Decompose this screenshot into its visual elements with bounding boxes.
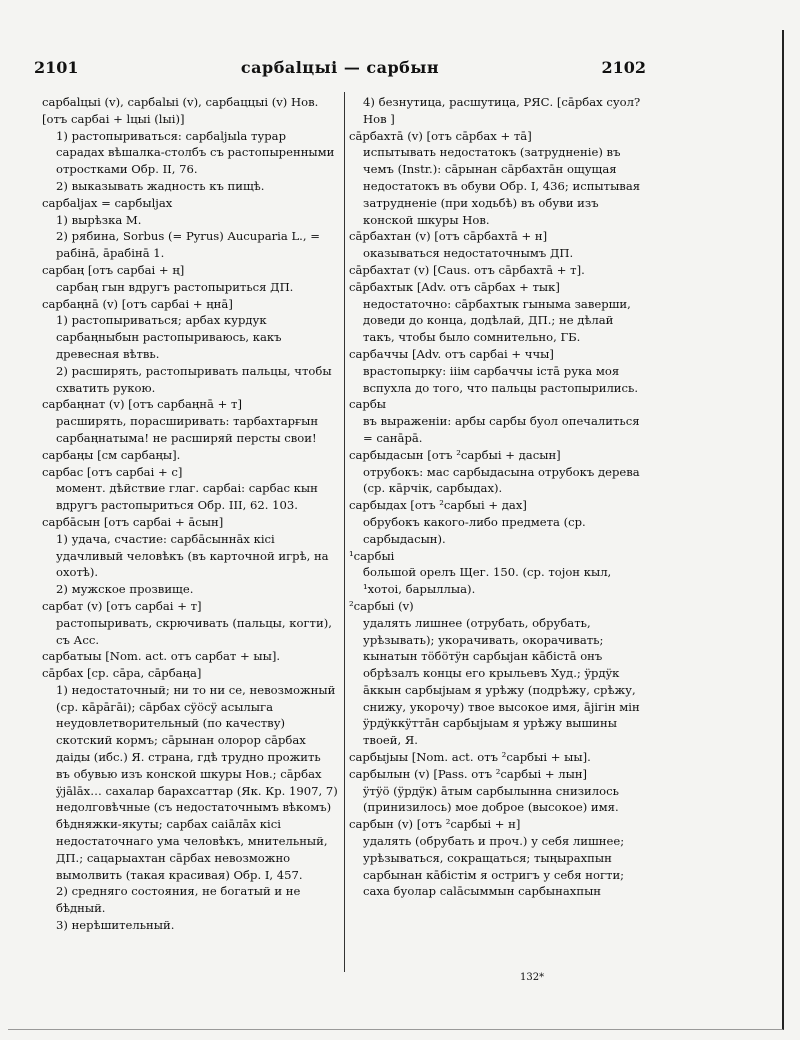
entry-definition: 2) выказывать жадность къ пищѣ.	[56, 178, 265, 193]
entry-definition: 1) растопыриваться: сарбаljыlа турар сарадах вѣшалка-столбъ съ растопыренными отростками Обр. II, 76.	[56, 128, 335, 177]
left-page-number: 2101	[34, 58, 79, 77]
entry-headword: сарбатыы [Nom. act. отъ сарбат + ыы].	[42, 649, 281, 664]
entry-definition: сарбаң гын вдругъ растопыриться ДП.	[56, 279, 294, 294]
signature-mark: 132*	[520, 972, 545, 983]
dictionary-entry	[349, 766, 645, 816]
entry-definition: 4) безнутица, расшутица, РЯС. [сāрбах суол? Нов ]	[363, 95, 641, 126]
entry-headword: сарбāсын [отъ сарбаi + āсын]	[42, 514, 224, 529]
entry-definition: 2) средняго состояния, не богатый и не бѣдный.	[56, 884, 301, 916]
dictionary-entry	[349, 94, 645, 128]
dictionary-entry	[42, 94, 338, 195]
entry-definition: 2) рябина, Sorbus (= Pyrus) Aucuparia L., = рабiнā, āрабiнā 1.	[56, 229, 320, 261]
dictionary-entry	[42, 514, 338, 598]
entry-headword: сāрбахтан (v) [отъ сāрбахтā + н]	[349, 229, 548, 244]
entry-headword: сāрбахтат (v) [Caus. отъ сāрбахтā + т].	[349, 262, 585, 277]
dictionary-entry	[349, 497, 645, 547]
entry-definition: расширять, порасширивать: тарбахтарғын сарбаңнатыма! не расширяй персты свои!	[56, 414, 319, 445]
entry-definition: растопыривать, скрючивать (пальцы, когти), съ Асс.	[56, 615, 332, 647]
right-column	[349, 94, 645, 900]
entry-headword: сарбаңнā (v) [отъ сарбаi + ңнā]	[42, 296, 233, 311]
entry-definition: 1) удача, счастие: сарбāсыннāх кiсi удачливый человѣкъ (въ карточной игрѣ, на охотѣ).	[56, 531, 329, 580]
entry-headword: сарбыjыы [Nom. act. отъ ²сарбыi + ыы].	[349, 750, 591, 765]
dictionary-entry	[42, 648, 338, 665]
dictionary-entry	[349, 816, 645, 900]
column-divider	[344, 92, 345, 972]
entry-headword: сāрбахтык [Adv. отъ сāрбах + тык]	[349, 279, 560, 294]
dictionary-entry	[349, 262, 645, 279]
entry-definition: отрубокъ: мас сарбыдасына отрубокъ дерева (ср. кāрчiк, сарбыдах).	[363, 464, 640, 496]
dictionary-entry	[42, 195, 338, 262]
entry-definition: удалять лишнее (отрубать, обрубать, урѣзывать); укорачивать, окорачивать; кынатын тöбöтÿн сарбыjан кāбiстā онъ обрѣзалъ концы его крыльевъ Худ.; ÿрдÿк āккын сарбыjыам я урѣжу (подрѣжу, срѣжу, снижу, укорочу) твое высокое имя, ājiгiн мiн ÿрдÿккÿттāн сарбыjыам я урѣжу вышины твоей, Я.	[363, 615, 640, 748]
entry-definition: въ выраженiи: арбы сарбы буол опечалиться = санāрā.	[363, 414, 640, 445]
entry-headword: сарбаlцыi (v), сарбаlыi (v), сарбаццыi (v) Нов. [отъ сарбаi + lцыi (lыi)]	[42, 95, 319, 126]
entry-headword: сарбылын (v) [Pass. отъ ²сарбыi + лын]	[349, 766, 588, 781]
dictionary-entry	[349, 396, 645, 446]
dictionary-entry	[349, 548, 645, 598]
entry-definition: 2) расширять, растопыривать пальцы, чтобы схватить рукою.	[56, 363, 332, 395]
dictionary-entry	[42, 598, 338, 648]
entry-definition: оказываться недостаточнымъ ДП.	[363, 246, 574, 261]
entry-headword: сарбас [отъ сарбаi + с]	[42, 464, 183, 479]
dictionary-entry	[42, 464, 338, 514]
entry-definition: 1) растопыриваться; арбах курдук сарбаңныбын растопыриваюсь, какъ древесная вѣтвь.	[56, 313, 282, 361]
dictionary-entry	[42, 447, 338, 464]
entry-headword: сāрбахтā (v) [отъ сāрбах + тā]	[349, 128, 532, 143]
left-column	[42, 94, 338, 934]
entry-definition: обрубокъ какого-либо предмета (ср. сарбыдасын).	[363, 514, 586, 546]
entry-definition: испытывать недостатокъ (затрудненіе) въ чемъ (Instr.): сāрынан сāрбахтāн ощущая недостатокъ въ обуви Обр. I, 436; испытывая затрудненіе (при ходьбѣ) въ обуви изъ конской шкуры Нов.	[363, 145, 641, 227]
entry-headword: сарбаңы [см сарбаңы].	[42, 447, 181, 462]
entry-definition: врастопырку: iiiм сарбаччы iстā рука моя вспухла до того, что пальцы растопырились.	[363, 363, 639, 395]
dictionary-entry	[349, 598, 645, 749]
entry-headword: сарбыдах [отъ ²сарбыi + дах]	[349, 498, 527, 513]
dictionary-entry	[349, 279, 645, 346]
page-header	[34, 58, 646, 86]
entry-definition: 1) вырѣзка М.	[56, 212, 142, 227]
entry-headword: сарбы	[349, 397, 387, 412]
entry-definition: момент. дѣйствие глаг. сарбаi: сарбас кын вдругъ растопыриться Обр. III, 62. 103.	[56, 481, 318, 513]
dictionary-entry	[42, 665, 338, 934]
entry-definition: ÿтÿö (ÿрдÿк) āтым сарбылынна снизилось (принизилось) мое доброе (высокое) имя.	[363, 783, 619, 815]
dictionary-entry	[349, 447, 645, 497]
entry-headword: сарбаччы [Adv. отъ сарбаi + ччы]	[349, 346, 554, 361]
dictionary-entry	[349, 228, 645, 262]
dictionary-entry	[42, 296, 338, 397]
right-page-number: 2102	[601, 58, 646, 77]
entry-headword: сарбат (v) [отъ сарбаi + т]	[42, 598, 202, 613]
dictionary-entry	[349, 346, 645, 396]
dictionary-entry	[349, 749, 645, 766]
dictionary-entry	[349, 128, 645, 229]
entry-definition: 3) нерѣшительный.	[56, 918, 175, 933]
entry-headword: ¹сарбыi	[349, 548, 395, 563]
entry-headword: сарбын (v) [отъ ²сарбыi + н]	[349, 817, 521, 832]
entry-definition: удалять (обрубать и проч.) у себя лишнее; урѣзываться, сокращаться; тыңырахпын сарбынан кāбiстiм я остригъ у себя ногти; саха буолар саlāсыммын сарбынахпын	[363, 834, 625, 899]
dictionary-entry	[42, 396, 338, 446]
entry-definition: большой орелъ Щег. 150. (ср. тојон кыл, ¹хотоi, барыллыа).	[363, 565, 612, 597]
entry-headword: сāрбах [ср. сāра, сāрбаңа]	[42, 666, 202, 681]
entry-definition: недостаточно: сāрбахтык гыныма заверши, доведи до конца, додѣлай, ДП.; не дѣлай такъ, чтобы было сомнительно, ГБ.	[363, 296, 631, 345]
entry-definition: 2) мужское прозвище.	[56, 582, 194, 597]
entry-headword: сарбыдасын [отъ ²сарбыi + дасын]	[349, 447, 561, 462]
entry-headword: сарбаңнат (v) [отъ сарбаңнā + т]	[42, 397, 242, 412]
running-title: сарбаlцыi — сарбын	[240, 58, 440, 77]
entry-headword: сарбаң [отъ сарбаi + ң]	[42, 262, 185, 277]
dictionary-entry	[42, 262, 338, 296]
entry-headword: ²сарбыi (v)	[349, 598, 414, 613]
entry-headword: сарбаljах = сарбыljах	[42, 195, 173, 210]
entry-definition: 1) недостаточный; ни то ни се, невозможный (ср. кāрāгāi); сāрбах сÿöсÿ асылыга неудовлетворительный (по качеству) скотский кормъ; сāрынан олорор сāрбах даiды (ибс.) Я. страна, гдѣ трудно прожить въ обувью изъ конской шкуры Нов.; сāрбах ÿjālāх… сахалар барахсаттар (Як. Кр. 1907, 7) недолговѣчные (съ недостаточнымъ вѣкомъ) бѣдняжки-якуты; сарбах саiāлāх кiсi недостаточнаго ума человѣкъ, мнительный, ДП.; сацарыахтан сāрбах невозможно вымолвить (такая красивая) Обр. I, 457.	[56, 682, 338, 882]
